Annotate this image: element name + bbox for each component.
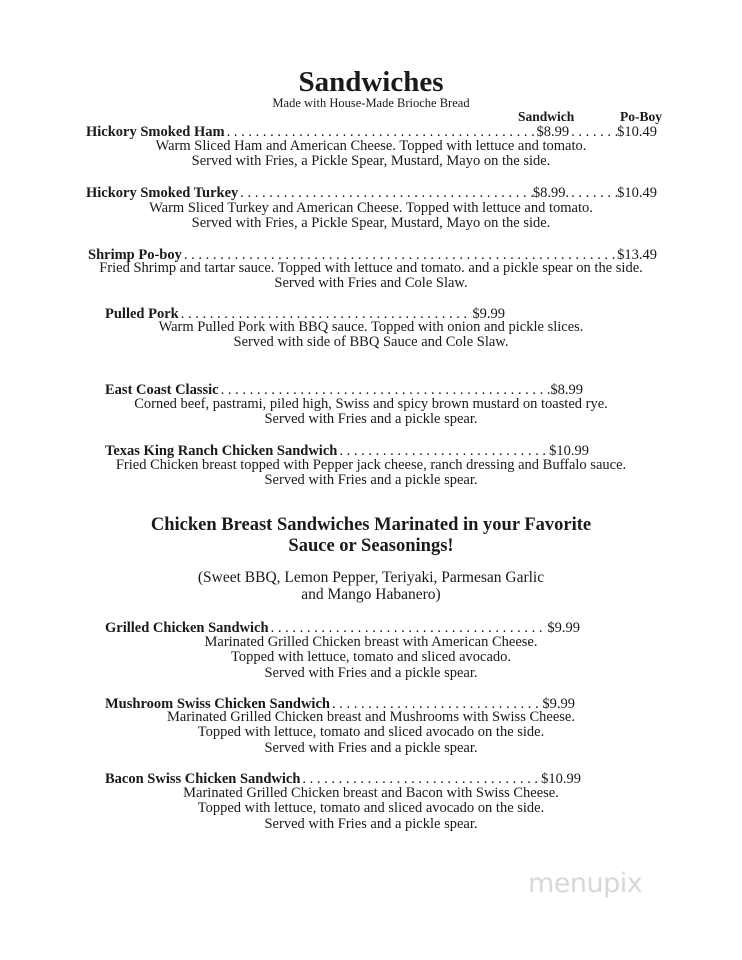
menu-item-name: Texas King Ranch Chicken Sandwich	[105, 443, 338, 459]
sauce-options	[0, 569, 742, 603]
section-heading-line: Chicken Breast Sandwiches Marinated in your Favorite	[150, 515, 592, 535]
menu-item-description: Served with Fries and Cole Slaw.	[274, 275, 468, 292]
menu-item-description: Warm Sliced Turkey and American Cheese. Topped with lettuce and tomato.	[149, 200, 593, 216]
watermark-logo: menupix	[528, 868, 643, 899]
menu-item-description: Marinated Grilled Chicken breast with American Cheese.	[204, 634, 538, 650]
menu-item-price: $9.99	[472, 306, 505, 322]
sauce-options-line: (Sweet BBQ, Lemon Pepper, Teriyaki, Parmesan Garlic	[197, 569, 545, 586]
section-heading-line: Sauce or Seasonings!	[288, 536, 454, 556]
menu-item-description: Marinated Grilled Chicken breast and Mushrooms with Swiss Cheese.	[167, 709, 575, 725]
section-heading	[0, 515, 742, 557]
column-header-poboy: Po-Boy	[620, 109, 662, 124]
menu-item-description: Topped with lettuce, tomato and sliced avocado.	[230, 649, 512, 666]
menu-item-description: Warm Pulled Pork with BBQ sauce. Topped with onion and pickle slices.	[158, 319, 584, 335]
menu-item-description: Fried Shrimp and tartar sauce. Topped with lettuce and tomato. and a pickle spear on the side.	[99, 260, 643, 276]
menu-item-description: Served with Fries and a pickle spear.	[264, 411, 478, 428]
menu-item-description: Served with Fries and a pickle spear.	[264, 815, 478, 832]
menu-item-price: $9.99	[542, 696, 575, 712]
menu-item-price-poboy: $10.49	[617, 185, 657, 201]
menu-item-price: $10.99	[541, 771, 581, 787]
menu-item-description: Served with Fries and a pickle spear.	[264, 472, 478, 489]
menu-item-name: Hickory Smoked Ham	[86, 124, 225, 140]
sauce-options-line: and Mango Habanero)	[301, 586, 441, 603]
menu-item-description: Served with Fries and a pickle spear.	[264, 664, 478, 681]
menu-item-description: Served with side of BBQ Sauce and Cole Slaw.	[233, 334, 509, 351]
page-title: Sandwiches	[298, 66, 444, 98]
menu-item-name: Grilled Chicken Sandwich	[105, 620, 269, 636]
menu-item-description: Served with Fries and a pickle spear.	[264, 739, 478, 756]
menu-item-description: Corned beef, pastrami, piled high, Swiss and spicy brown mustard on toasted rye.	[134, 396, 608, 412]
page-subtitle: Made with House-Made Brioche Bread	[272, 96, 470, 110]
menu-item-row	[86, 185, 657, 201]
menu-item-price: $8.99	[536, 124, 570, 140]
menu-item-name: Pulled Pork	[105, 306, 179, 322]
menu-item-name: Mushroom Swiss Chicken Sandwich	[105, 696, 330, 712]
menu-item-description: Fried Chicken breast topped with Pepper jack cheese, ranch dressing and Buffalo sauce.	[115, 457, 627, 473]
menu-item-name: Bacon Swiss Chicken Sandwich	[105, 771, 301, 787]
menu-item-description: Served with Fries, a Pickle Spear, Mustard, Mayo on the side.	[191, 153, 551, 170]
menu-item-name: Shrimp Po-boy	[88, 247, 182, 263]
menu-item-description: Warm Sliced Ham and American Cheese. Topped with lettuce and tomato.	[155, 138, 587, 154]
menu-item-price: $9.99	[547, 620, 580, 636]
dot-leader	[238, 185, 533, 201]
menu-item-price: $13.49	[617, 247, 657, 263]
menu-item-price: $10.99	[549, 443, 589, 459]
dot-leader	[569, 185, 617, 201]
menu-item-name: East Coast Classic	[105, 382, 219, 398]
menu-item-price: $8.99	[550, 382, 583, 398]
menu-item-description: Served with Fries, a Pickle Spear, Mustard, Mayo on the side.	[191, 215, 551, 232]
column-header-sandwich: Sandwich	[518, 109, 575, 124]
menu-item-description: Topped with lettuce, tomato and sliced avocado on the side.	[197, 800, 545, 817]
menu-item-description: Topped with lettuce, tomato and sliced avocado on the side.	[197, 724, 545, 741]
menu-item-price: $8.99.	[532, 185, 570, 201]
menu-item-name: Hickory Smoked Turkey	[86, 185, 239, 201]
menu-item-price-poboy: $10.49	[617, 124, 657, 140]
menu-item-description: Marinated Grilled Chicken breast and Bacon with Swiss Cheese.	[183, 785, 559, 801]
